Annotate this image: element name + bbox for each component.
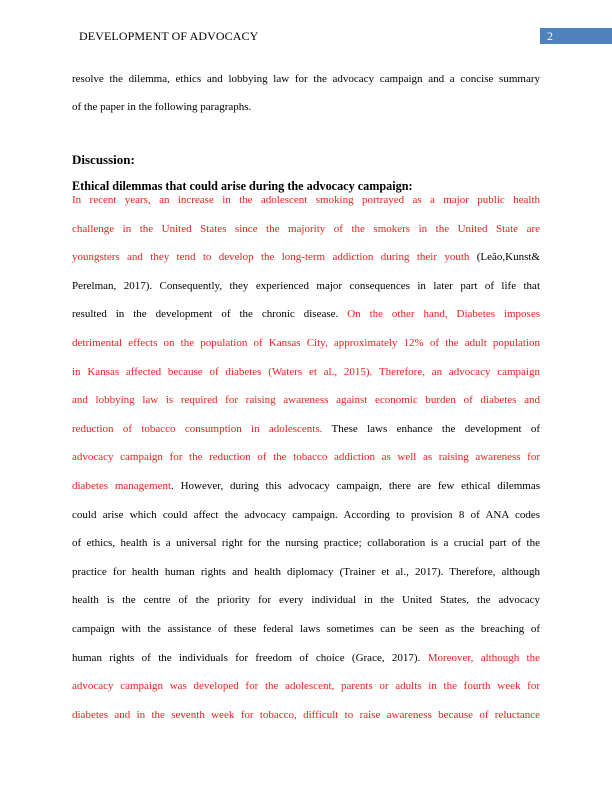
body-line [72, 393, 540, 407]
highlighted-text: diabetes management [72, 480, 172, 492]
highlighted-text: On the other hand, Diabetes imposes [347, 308, 541, 321]
body-line [72, 508, 540, 522]
highlighted-text: Moreover, although the [427, 651, 540, 664]
body-line [72, 593, 540, 607]
running-header: DEVELOPMENT OF ADVOCACY [79, 29, 259, 43]
body-line [72, 279, 540, 293]
highlighted-text: advocacy campaign was developed for the adolescent, parents or adults in the fourth week for [72, 680, 540, 693]
text-run: of the paper in the following paragraphs. [72, 101, 252, 113]
highlighted-text: detrimental effects on the population of Kansas City, approximately 12% of the adult population [72, 337, 540, 349]
text-run: health is the centre of the priority for every individual in the United States, the advocacy [72, 594, 540, 607]
discussion-heading: Discussion: [72, 152, 135, 167]
highlighted-text: youngsters and they tend to develop the long-term addiction during their youth [72, 251, 470, 264]
intro-line [72, 100, 540, 114]
text-run: resolve the dilemma, ethics and lobbying law for the advocacy campaign and a concise summary [72, 73, 540, 85]
body-line [72, 422, 540, 436]
body-line [72, 536, 540, 550]
body-line [72, 450, 540, 464]
page-number: 2 [547, 29, 553, 43]
body-line [72, 479, 540, 493]
body-line [72, 250, 540, 264]
text-run: (Leão,Kunst& [469, 251, 540, 264]
highlighted-text: diabetes and in the seventh week for tobacco, difficult to raise awareness because of reluctance [72, 708, 540, 721]
body-line [72, 679, 540, 693]
intro-line [72, 72, 540, 86]
text-run: could arise which could affect the advocacy campaign. According to provision 8 of ANA codes [72, 508, 540, 521]
body-line [72, 651, 540, 665]
highlighted-text: in Kansas affected because of diabetes (Waters et al., 2015). Therefore, an advocacy campaign [72, 365, 540, 378]
body-line [72, 222, 540, 236]
body-line [72, 622, 540, 636]
highlighted-text: challenge in the United States since the majority of the smokers in the United State are [72, 222, 540, 235]
text-run: of ethics, health is a universal right for the nursing practice; collaboration is a crucial part of the [72, 537, 540, 550]
text-run: campaign with the assistance of these federal laws sometimes can be seen as the breaching of [72, 623, 540, 635]
text-run: . However, during this advocacy campaign, there are few ethical dilemmas [171, 480, 540, 492]
body-line [72, 336, 540, 350]
body-line [72, 708, 540, 722]
text-run: human rights of the individuals for freedom of choice (Grace, 2017). [72, 651, 428, 664]
text-run: Perelman, 2017). Consequently, they experienced major consequences in later part of life that [72, 279, 540, 292]
body-line [72, 365, 540, 379]
highlighted-text: advocacy campaign for the reduction of the tobacco addiction as well as raising awareness for [72, 451, 540, 464]
body-line [72, 565, 540, 579]
ethical-dilemmas-heading: Ethical dilemmas that could arise during the advocacy campaign: [72, 179, 413, 193]
highlighted-text: and lobbying law is required for raising awareness against economic burden of diabetes and [72, 394, 540, 407]
text-run: These laws enhance the development of [322, 422, 540, 435]
text-run: resulted in the development of the chronic disease. [72, 308, 348, 321]
text-run: practice for health human rights and health diplomacy (Trainer et al., 2017). Therefore, although [72, 565, 540, 578]
body-line [72, 307, 540, 321]
highlighted-text: reduction of tobacco consumption in adolescents. [72, 422, 323, 435]
body-line [72, 193, 540, 207]
highlighted-text: In recent years, an increase in the adolescent smoking portrayed as a major public health [72, 194, 540, 206]
